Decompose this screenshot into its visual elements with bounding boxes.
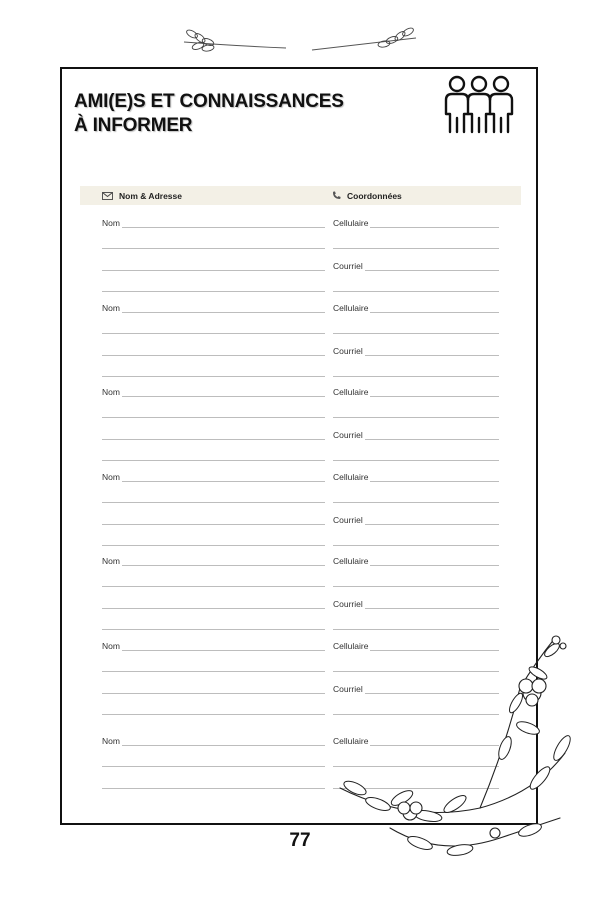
contact-line[interactable] bbox=[333, 291, 499, 292]
name-address-line[interactable] bbox=[102, 586, 325, 587]
name-label: Nom bbox=[102, 303, 120, 313]
name-label: Nom bbox=[102, 218, 120, 228]
phone-label: Cellulaire bbox=[333, 556, 369, 566]
name-address-line[interactable] bbox=[102, 524, 325, 525]
name-address-line[interactable] bbox=[102, 376, 325, 377]
name-address-line[interactable] bbox=[102, 745, 325, 746]
name-address-line[interactable] bbox=[102, 766, 325, 767]
contact-line[interactable] bbox=[333, 333, 499, 334]
contact-line[interactable] bbox=[333, 629, 499, 630]
name-address-line[interactable] bbox=[102, 481, 325, 482]
name-address-line[interactable] bbox=[102, 227, 325, 228]
contact-line[interactable] bbox=[333, 714, 499, 715]
contact-line[interactable] bbox=[333, 788, 499, 789]
phone-label: Cellulaire bbox=[333, 218, 369, 228]
header-right-label: Coordonnées bbox=[347, 190, 402, 201]
name-address-line[interactable] bbox=[102, 545, 325, 546]
name-address-line[interactable] bbox=[102, 417, 325, 418]
name-address-line[interactable] bbox=[102, 248, 325, 249]
title-line-2: À INFORMER bbox=[74, 115, 193, 136]
phone-icon bbox=[332, 191, 341, 200]
table-header bbox=[80, 186, 521, 205]
name-label: Nom bbox=[102, 472, 120, 482]
name-address-line[interactable] bbox=[102, 608, 325, 609]
name-address-line[interactable] bbox=[102, 396, 325, 397]
phone-label: Cellulaire bbox=[333, 736, 369, 746]
name-address-line[interactable] bbox=[102, 270, 325, 271]
contact-line[interactable] bbox=[333, 545, 499, 546]
name-label: Nom bbox=[102, 736, 120, 746]
name-address-line[interactable] bbox=[102, 788, 325, 789]
phone-label: Cellulaire bbox=[333, 387, 369, 397]
name-address-line[interactable] bbox=[102, 312, 325, 313]
phone-label: Cellulaire bbox=[333, 641, 369, 651]
name-address-line[interactable] bbox=[102, 333, 325, 334]
name-address-line[interactable] bbox=[102, 671, 325, 672]
email-label: Courriel bbox=[333, 430, 363, 440]
name-label: Nom bbox=[102, 556, 120, 566]
phone-label: Cellulaire bbox=[333, 303, 369, 313]
name-address-line[interactable] bbox=[102, 629, 325, 630]
contact-line[interactable] bbox=[333, 502, 499, 503]
name-address-line[interactable] bbox=[102, 291, 325, 292]
contact-line[interactable] bbox=[333, 376, 499, 377]
name-address-line[interactable] bbox=[102, 693, 325, 694]
laurel-ornament-icon bbox=[178, 24, 422, 56]
name-address-line[interactable] bbox=[102, 714, 325, 715]
title-line-1: AMI(E)S ET CONNAISSANCES bbox=[74, 91, 344, 112]
contact-line[interactable] bbox=[333, 248, 499, 249]
contact-line[interactable] bbox=[333, 586, 499, 587]
name-label: Nom bbox=[102, 641, 120, 651]
contact-line[interactable] bbox=[333, 460, 499, 461]
name-address-line[interactable] bbox=[102, 460, 325, 461]
name-address-line[interactable] bbox=[102, 439, 325, 440]
phone-label: Cellulaire bbox=[333, 472, 369, 482]
name-address-line[interactable] bbox=[102, 565, 325, 566]
contact-line[interactable] bbox=[333, 766, 499, 767]
header-left-label: Nom & Adresse bbox=[119, 190, 182, 201]
page-frame bbox=[60, 67, 538, 825]
page-title bbox=[74, 90, 344, 138]
name-address-line[interactable] bbox=[102, 355, 325, 356]
contact-line[interactable] bbox=[333, 417, 499, 418]
name-address-line[interactable] bbox=[102, 650, 325, 651]
people-group-icon bbox=[440, 74, 518, 136]
email-label: Courriel bbox=[333, 346, 363, 356]
name-label: Nom bbox=[102, 387, 120, 397]
envelope-icon bbox=[102, 192, 113, 200]
email-label: Courriel bbox=[333, 684, 363, 694]
header-contact bbox=[332, 186, 402, 205]
name-address-line[interactable] bbox=[102, 502, 325, 503]
email-label: Courriel bbox=[333, 261, 363, 271]
email-label: Courriel bbox=[333, 599, 363, 609]
email-label: Courriel bbox=[333, 515, 363, 525]
header-name-address bbox=[102, 186, 182, 205]
page-number: 77 bbox=[289, 830, 311, 851]
contact-line[interactable] bbox=[333, 671, 499, 672]
